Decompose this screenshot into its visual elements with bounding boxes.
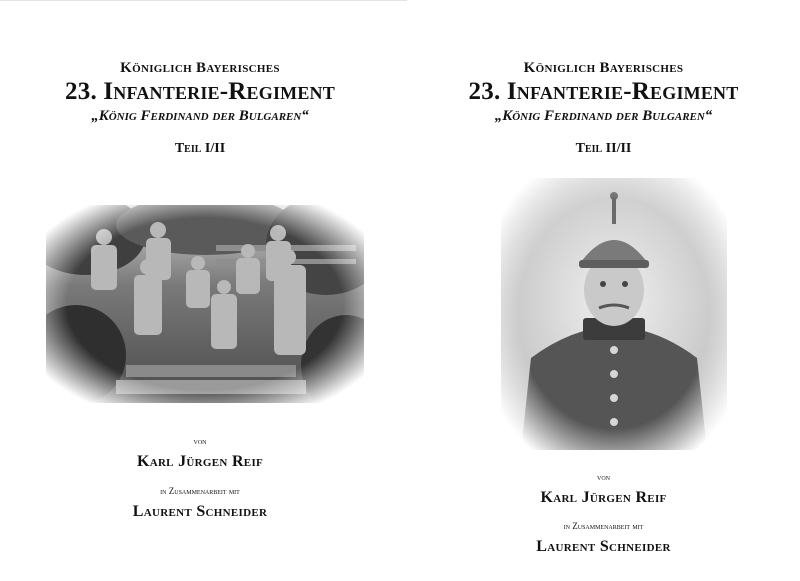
part-label: Teil II/II	[575, 141, 632, 156]
regiment-title: 23. Infanterie-Regiment	[65, 78, 335, 105]
kingdom-line: Königlich Bayerisches	[523, 60, 684, 76]
coauthor-name: Laurent Schneider	[132, 503, 268, 520]
collaboration-label: in Zusammenarbeit mit	[563, 521, 644, 531]
collaboration-label: in Zusammenarbeit mit	[160, 486, 240, 496]
book-cover-part-2	[407, 0, 800, 581]
by-label: von	[193, 436, 207, 446]
part-label: Teil I/II	[174, 141, 226, 156]
regiment-subtitle: „König Ferdinand der Bulgaren“	[91, 108, 309, 124]
coauthor-name: Laurent Schneider	[536, 538, 671, 555]
kingdom-line: Königlich Bayerisches	[120, 60, 280, 76]
author-name: Karl Jürgen Reif	[136, 453, 264, 470]
group-photo	[46, 205, 364, 403]
regiment-title: 23. Infanterie-Regiment	[468, 78, 739, 105]
portrait-photo	[501, 178, 727, 450]
author-name: Karl Jürgen Reif	[540, 489, 667, 506]
by-label: von	[597, 472, 610, 482]
regiment-subtitle: „König Ferdinand der Bulgaren“	[494, 108, 713, 124]
